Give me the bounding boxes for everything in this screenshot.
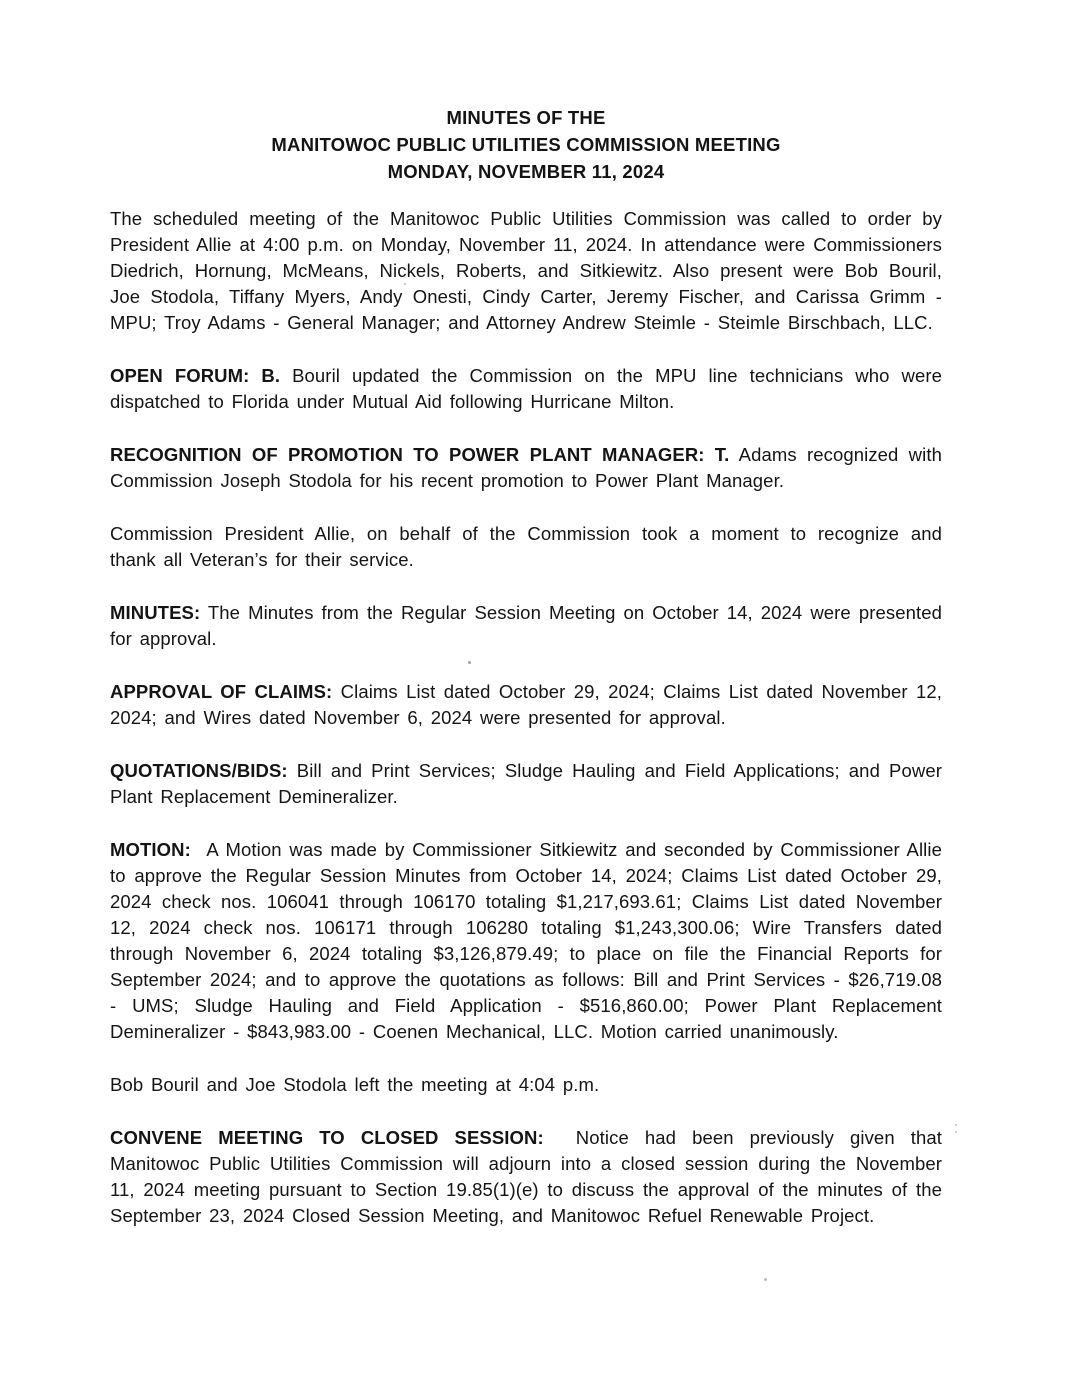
section-heading-open-forum: OPEN FORUM: B. (110, 365, 281, 386)
paragraph-body: The scheduled meeting of the Manitowoc Public Utilities Commission was called to order by President Allie at 4:00 p.m. on Monday, November 11, 2024. In attendance were Commissioners Diedrich, Hornung, McMeans, Nickels, Roberts, and Sitkiewitz. Also present were Bob Bouril, Joe Stodola, Tiffany Myers, Andy Onesti, Cindy Carter, Jeremy Fischer, and Carissa Grimm - MPU; Troy Adams - General Manager; and Attorney Andrew Steimle - Steimle Birschbach, LLC. (110, 208, 942, 333)
quotations-bids-paragraph (110, 758, 942, 810)
convene-closed-session-paragraph (110, 1125, 942, 1229)
section-heading-convene-closed-session: CONVENE MEETING TO CLOSED SESSION: (110, 1127, 544, 1148)
paragraph-body: Notice had been previously given that Manitowoc Public Utilities Commission will adjourn into a closed session during the November 11, 2024 meeting pursuant to Section 19.85(1)(e) to discuss the approval of the minutes of the September 23, 2024 Closed Session Meeting, and Manitowoc Refuel Renewable Project. (110, 1127, 942, 1226)
doc-title-line-2: MANITOWOC PUBLIC UTILITIES COMMISSION MEETING (271, 134, 781, 155)
section-heading-approval-of-claims: APPROVAL OF CLAIMS: (110, 681, 333, 702)
approval-of-claims-paragraph (110, 679, 942, 731)
document-title (110, 104, 942, 185)
section-heading-recognition: RECOGNITION OF PROMOTION TO POWER PLANT MANAGER: T. (110, 444, 730, 465)
section-heading-minutes: MINUTES: (110, 602, 201, 623)
scan-artifact-dot (468, 661, 471, 664)
paragraph-body: Bill and Print Services; Sludge Hauling and Field Applications; and Power Plant Replacement Demineralizer. (110, 760, 942, 807)
scan-artifact-dot (404, 283, 406, 285)
paragraph-body: Bob Bouril and Joe Stodola left the meeting at 4:04 p.m. (110, 1074, 600, 1095)
scan-artifact-dot (955, 1131, 957, 1133)
paragraph-body: The Minutes from the Regular Session Meeting on October 14, 2024 were presented for approval. (110, 602, 942, 649)
recognition-promotion-paragraph (110, 442, 942, 494)
paragraph-body: Adams recognized with Commission Joseph Stodola for his recent promotion to Power Plant Manager. (110, 444, 942, 491)
document-content (110, 104, 942, 1256)
paragraph-body: Commission President Allie, on behalf of the Commission took a moment to recognize and thank all Veteran’s for their service. (110, 523, 942, 570)
minutes-paragraph (110, 600, 942, 652)
doc-title-line-1: MINUTES OF THE (446, 107, 606, 128)
scan-artifact-dot (764, 1278, 767, 1281)
section-heading-quotations-bids: QUOTATIONS/BIDS: (110, 760, 288, 781)
paragraph-body: Bouril updated the Commission on the MPU line technicians who were dispatched to Florida under Mutual Aid following Hurricane Milton. (110, 365, 943, 412)
motion-paragraph (110, 837, 942, 1045)
scan-artifact-dot (955, 1124, 957, 1126)
opening-attendance-paragraph (110, 206, 942, 336)
veterans-recognition-paragraph (110, 521, 942, 573)
open-forum-paragraph (110, 363, 942, 415)
paragraph-body: A Motion was made by Commissioner Sitkiewitz and seconded by Commissioner Allie to approve the Regular Session Minutes from October 14, 2024; Claims List dated October 29, 2024 check nos. 106041 through 106170 totaling $1,217,693.61; Claims List dated November 12, 2024 check nos. 106171 through 106280 totaling $1,243,300.06; Wire Transfers dated through November 6, 2024 totaling $3,126,879.49; to place on file the Financial Reports for September 2024; and to approve the quotations as follows: Bill and Print Services - $26,719.08 - UMS; Sludge Hauling and Field Application - $516,860.00; Power Plant Replacement Demineralizer - $843,983.00 - Coenen Mechanical, LLC. Motion carried unanimously. (110, 839, 942, 1042)
section-heading-motion: MOTION: (110, 839, 191, 860)
departure-paragraph (110, 1072, 942, 1098)
paragraph-body: Claims List dated October 29, 2024; Claims List dated November 12, 2024; and Wires dated November 6, 2024 were presented for approval. (110, 681, 942, 728)
doc-title-line-3: MONDAY, NOVEMBER 11, 2024 (387, 161, 665, 182)
